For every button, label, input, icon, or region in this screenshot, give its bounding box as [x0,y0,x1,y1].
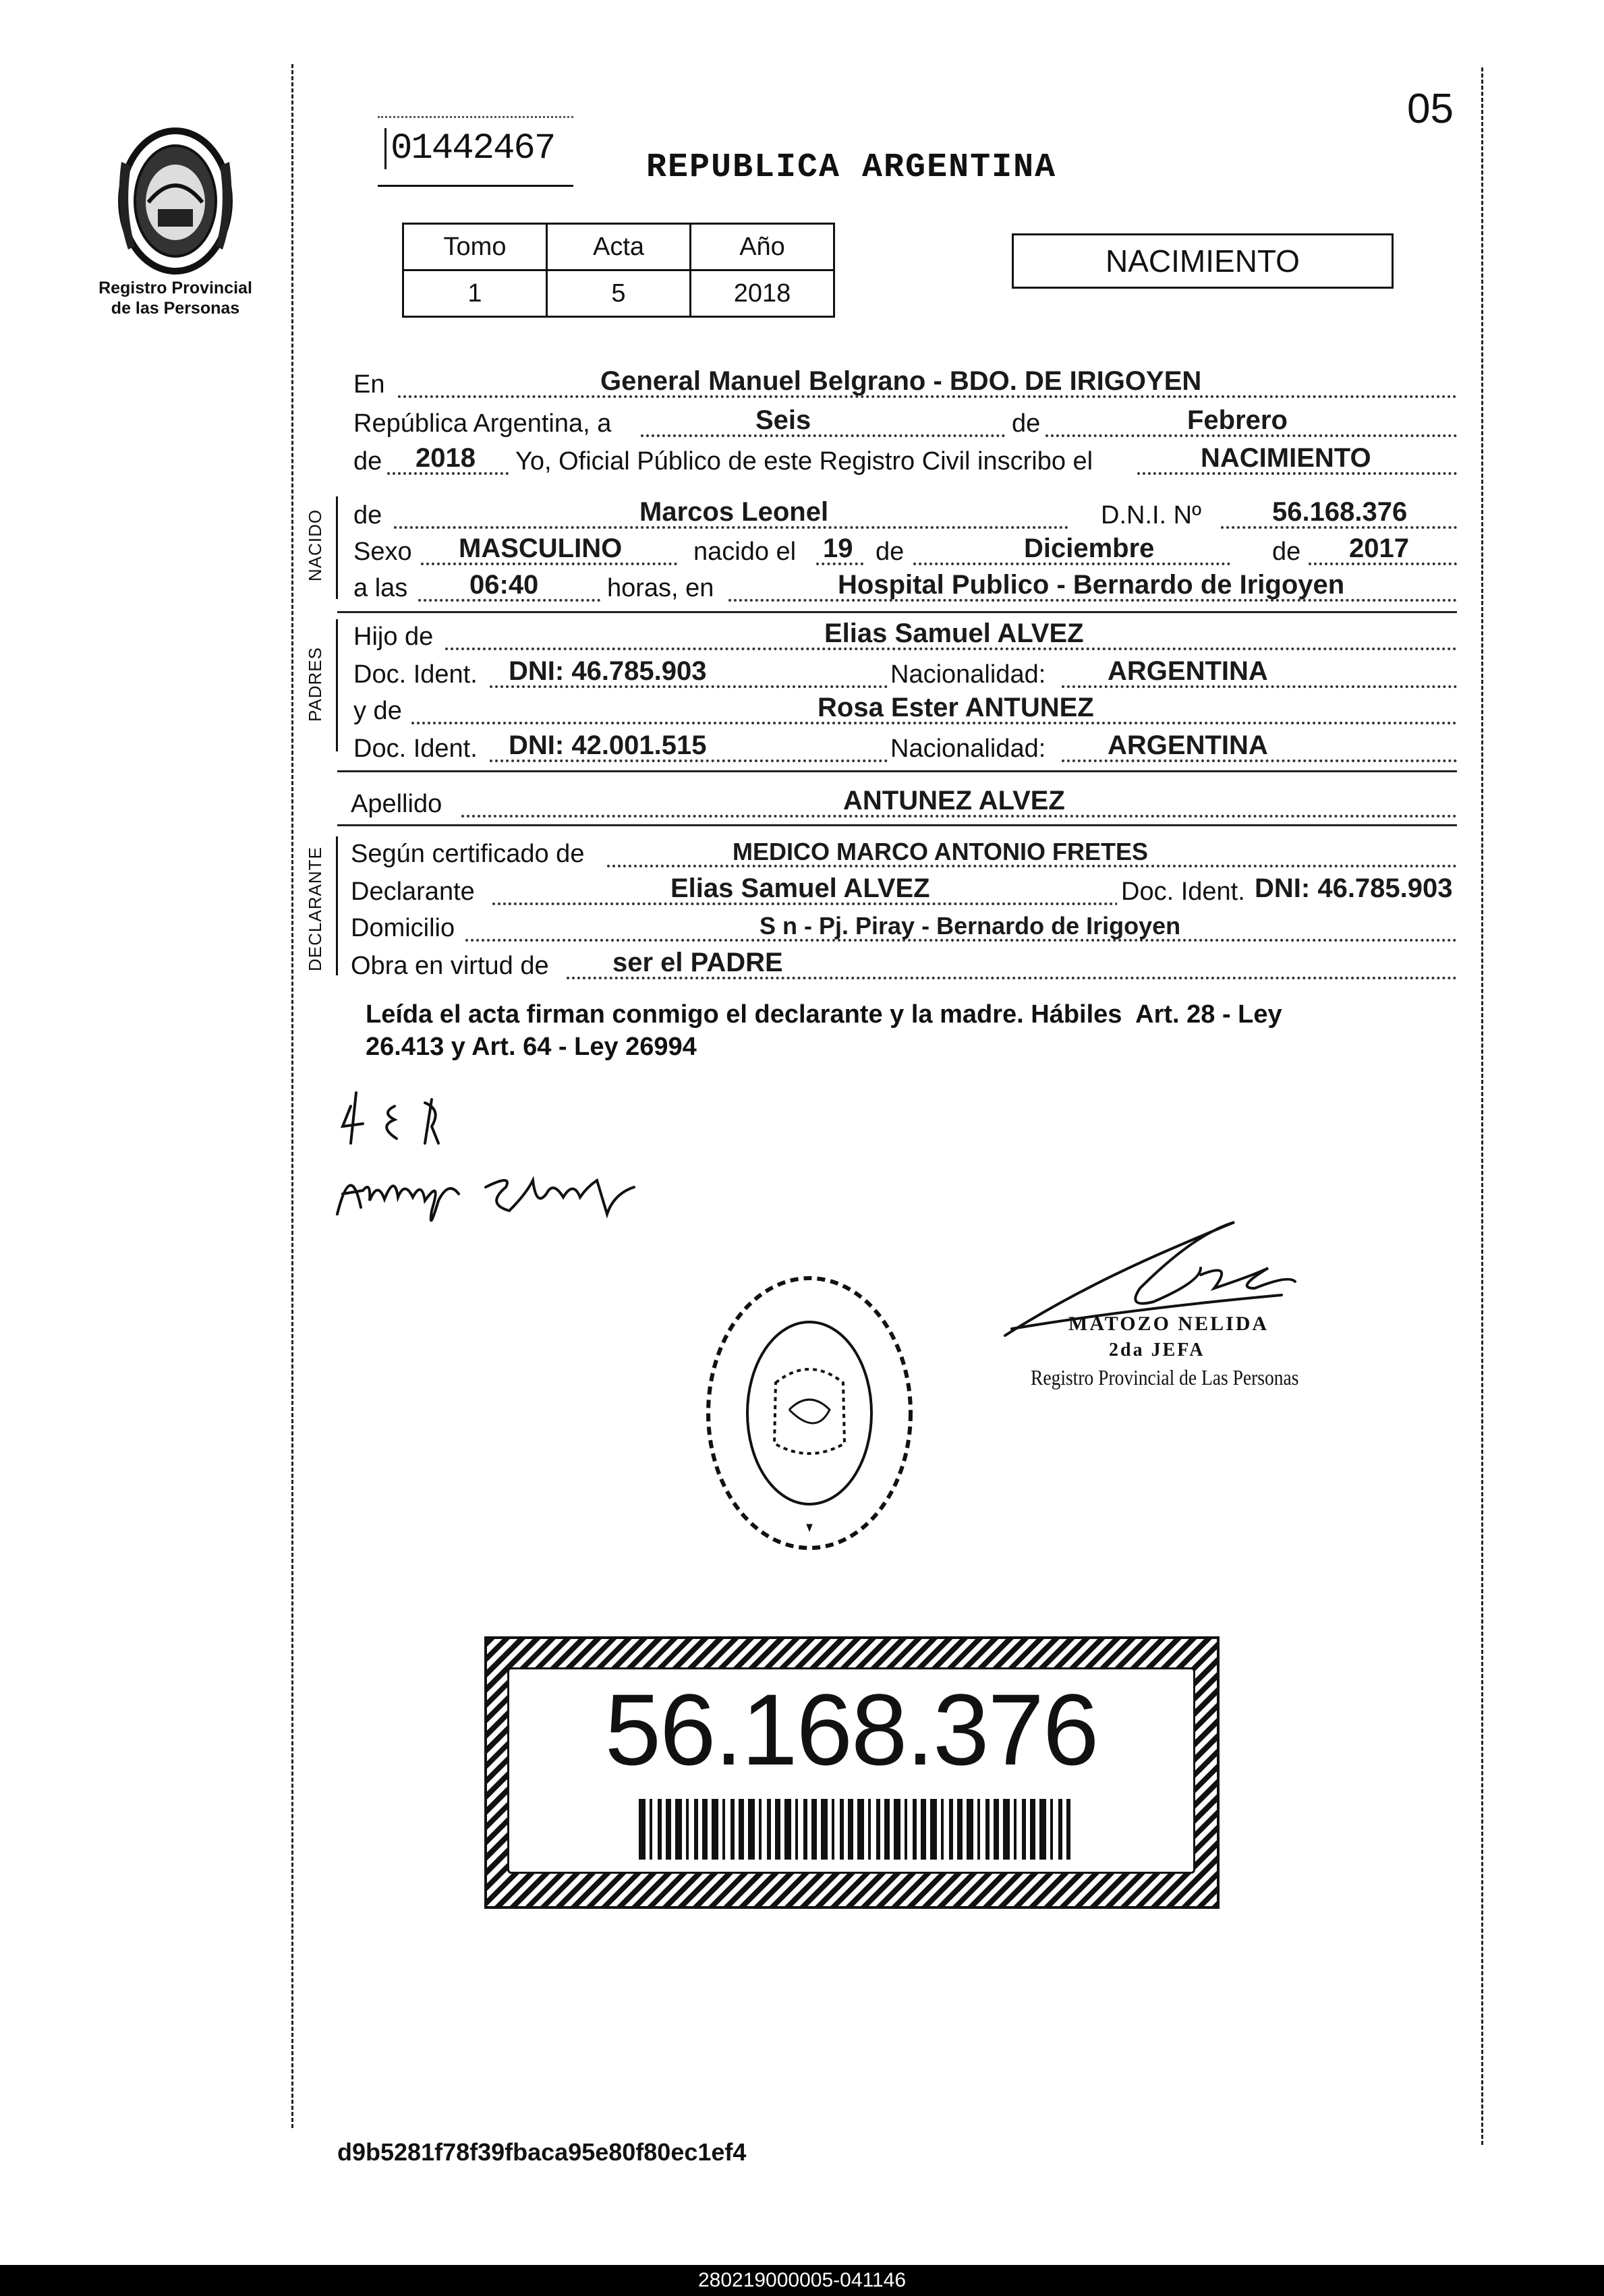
label-father-doc: Doc. Ident. [353,660,478,689]
value-tomo: 1 [403,270,547,317]
row-father-doc [351,653,1457,692]
nacido-bracket [336,496,338,599]
barcode-number: 56.168.376 [604,1673,1098,1786]
row-declarante [351,870,1457,909]
official-office: Registro Provincial de Las Personas [1031,1365,1299,1389]
event-value: NACIMIENTO [1201,443,1371,473]
obra-value: ser el PADRE [612,948,783,977]
row-nacido-name [351,494,1457,533]
province-seal [101,121,250,283]
row-apellido [351,782,1457,822]
record-table-value-row [403,270,834,317]
row-year [351,440,1457,479]
label-de-birth-month: de [876,538,905,566]
section-declarante: DECLARANTE [305,846,325,971]
label-apellido: Apellido [351,790,442,818]
row-sexo [351,530,1457,569]
official-name: MATOZO NELIDA [1068,1313,1269,1335]
label-certificado: Según certificado de [351,840,585,868]
serial-number: 01442467 [384,128,554,169]
right-margin-line [1481,67,1483,2145]
sexo-value: MASCULINO [459,534,623,563]
row-certificado [351,832,1457,871]
child-dni: 56.168.376 [1272,497,1408,527]
mother-name: Rosa Ester ANTUNEZ [818,693,1094,722]
apellido-value: ANTUNEZ ALVEZ [843,786,1065,815]
nacido-separator [337,611,1457,613]
label-de-name: de [353,501,382,529]
value-anio: 2018 [691,270,834,317]
label-de-month: de [1012,409,1041,438]
declarante-bracket [336,836,338,975]
label-mother-nacionalidad: Nacionalidad: [890,735,1046,763]
row-republica [351,402,1457,441]
official-stamp [1031,1313,1363,1390]
padres-bracket [336,619,338,751]
barcode-bars [639,1799,1070,1860]
page-number: 05 [1407,86,1454,132]
seal-label [74,278,277,318]
label-y-de: y de [353,697,402,725]
label-nacido-el: nacido el [693,538,797,566]
serial-number-box [378,112,573,187]
label-dni: D.N.I. Nº [1101,501,1201,529]
row-hora [351,567,1457,606]
father-doc: DNI: 46.785.903 [509,656,707,686]
left-margin-line [291,64,293,2128]
mother-nationality: ARGENTINA [1108,730,1268,760]
label-obra: Obra en virtud de [351,952,549,980]
row-y-de [351,689,1457,728]
footer-bar [0,2265,1604,2296]
barcode-block [484,1636,1220,1909]
value-acta: 5 [547,270,691,317]
mother-doc: DNI: 42.001.515 [509,730,707,760]
row-domicilio [351,907,1457,946]
day-value: Seis [755,405,811,435]
header-tomo: Tomo [403,224,547,270]
child-name: Marcos Leonel [639,497,829,527]
official-title: 2da JEFA [1109,1340,1205,1360]
declarante-name: Elias Samuel ALVEZ [670,873,930,903]
closing-line-2: 26.413 y Art. 64 - Ley 26994 [366,1033,697,1061]
label-en: En [353,370,385,399]
birth-place: Hospital Publico - Bernardo de Irigoyen [838,570,1345,600]
country-title: REPUBLICA ARGENTINA [646,148,1057,187]
label-declarante-doc: Doc. Ident. [1117,878,1249,907]
seal-label-line1: Registro Provincial [98,279,252,297]
handwritten-signature [331,1079,708,1248]
row-mother-doc [351,727,1457,766]
row-hijo-de [351,615,1457,654]
barcode-inner [507,1667,1195,1874]
label-domicilio: Domicilio [351,914,455,942]
label-republica: República Argentina, a [353,409,612,438]
officer-text: Yo, Oficial Público de este Registro Civil inscribo el [515,447,1093,476]
section-nacido: NACIDO [305,509,325,581]
label-sexo: Sexo [353,538,412,566]
birth-time: 06:40 [469,570,539,600]
label-de-year: de [353,447,382,476]
label-de-birth-year: de [1272,538,1301,566]
certificado-value: MEDICO MARCO ANTONIO FRETES [733,838,1149,865]
birth-month: Diciembre [1024,534,1155,563]
closing-text [366,998,1282,1063]
declarante-doc: DNI: 46.785.903 [1255,873,1453,903]
father-nationality: ARGENTINA [1108,656,1268,686]
label-mother-doc: Doc. Ident. [353,735,478,763]
closing-line-1: Leída el acta firman conmigo el declarante y la madre. Hábiles Art. 28 - Ley [366,1000,1282,1029]
month-value: Febrero [1187,405,1288,435]
label-declarante: Declarante [351,878,475,906]
place-value: General Manuel Belgrano - BDO. DE IRIGOYEN [600,366,1202,396]
domicilio-value: S n - Pj. Piray - Bernardo de Irigoyen [760,912,1181,940]
year-value: 2018 [416,443,476,473]
header-anio: Año [691,224,834,270]
record-table-header-row [403,224,834,270]
record-type-box [1012,233,1394,289]
seal-label-line2: de las Personas [111,299,240,318]
birth-day: 19 [823,534,853,563]
document-hash: d9b5281f78f39fbaca95e80f80ec1ef4 [337,2138,747,2166]
row-obra [351,944,1457,983]
footer-code: 280219000005-041146 [697,2269,907,2291]
padres-separator [337,770,1457,772]
label-hijo-de: Hijo de [353,623,434,651]
label-father-nacionalidad: Nacionalidad: [890,660,1046,689]
section-padres: PADRES [305,647,325,722]
record-table [402,223,835,318]
label-a-las: a las [353,574,408,602]
father-name: Elias Samuel ALVEZ [824,619,1084,648]
registry-stamp [688,1255,931,1572]
birth-year: 2017 [1349,534,1409,563]
label-horas-en: horas, en [607,574,714,602]
apellido-separator [337,824,1457,826]
row-en [351,363,1457,402]
record-type: NACIMIENTO [1106,243,1300,279]
header-acta: Acta [547,224,691,270]
